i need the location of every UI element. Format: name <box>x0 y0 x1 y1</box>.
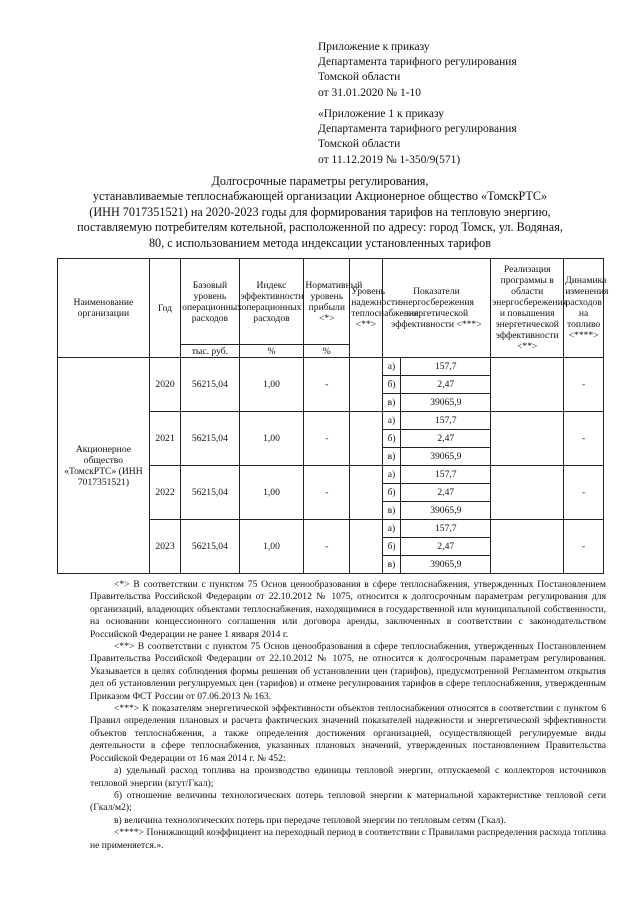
energy-letter: б) <box>382 484 401 502</box>
energy-value: 39065,9 <box>401 502 491 520</box>
title-line: (ИНН 7017351521) на 2020-2023 годы для формирования тарифов на тепловую энергию, <box>89 204 551 219</box>
title-line: поставляемую потребителям котельной, расположенной по адресу: город Томск, ул. Водяная, <box>77 220 563 235</box>
col-header-program: Реализация программы в области энергосбережения и повышения энергетической эффективности <**> <box>491 259 564 358</box>
profit-cell: - <box>304 412 350 466</box>
energy-letter: в) <box>382 394 401 412</box>
program-cell <box>491 520 564 574</box>
title-line: устанавливаемые теплоснабжающей организации Акционерное общество «ТомскРТС» <box>92 189 548 204</box>
footnote-3-item-c: в) величина технологических потерь при передаче тепловой энергии по тепловым сетям (Гкал). <box>114 814 506 826</box>
energy-value: 39065,9 <box>401 448 491 466</box>
program-cell <box>491 412 564 466</box>
energy-letter: а) <box>382 466 401 484</box>
energy-letter: а) <box>382 412 401 430</box>
footnote-2: <**> В соответствии с пунктом 75 Основ ценообразования в сфере теплоснабжения, утвержденных Постановлением Правительства Российской Федерации от 22.10.2012 № 1075, не относится к долгосрочным параметрам регулирования. Указывается в целях соблюдения формы решения об установлении цен (тарифов), предусмотренной Регламентом открытия дел об установлении регулируемых цен (тарифов) и отмене регулирования тарифов в сфере теплоснабжения, утвержденным Приказом ФСТ России от 07.06.2013 № 163. <box>90 641 606 702</box>
footnote-1: <*> В соответствии с пунктом 75 Основ ценообразования в сфере теплоснабжения, утвержденных Постановлением Правительства Российской Федерации от 22.10.2012 № 1075, относится к долгосрочным параметрам регулирования для организаций, владеющих объектами теплоснабжения, находящимися в государственной или муниципальной собственности, на основании концессионного соглашения или договора аренды, заключенных в соответствии с законодательством Российской Федерации не ранее 1 января 2014 г. <box>90 579 606 640</box>
regulation-parameters-table <box>57 258 609 574</box>
header-line: Томской области <box>318 71 401 84</box>
energy-letter: а) <box>382 358 401 376</box>
unit-index: % <box>239 345 304 358</box>
year-cell: 2020 <box>149 358 180 412</box>
document-title <box>60 174 580 251</box>
reliability-cell <box>350 466 382 520</box>
col-header-organization: Наименование организации <box>58 259 150 358</box>
title-line: 80, с использованием метода индексации установленных тарифов <box>148 235 492 250</box>
footnote-3-item-b: б) отношение величины технологических потерь тепловой энергии к материальной характеристике тепловой сети (Гкал/м2); <box>90 789 606 814</box>
col-header-base-level: Базовый уровень операционных расходов <box>181 259 239 345</box>
energy-value: 2,47 <box>401 484 491 502</box>
energy-value: 157,7 <box>401 520 491 538</box>
energy-value: 157,7 <box>401 358 491 376</box>
efficiency-index-cell: 1,00 <box>239 358 304 412</box>
efficiency-index-cell: 1,00 <box>239 520 304 574</box>
energy-value: 157,7 <box>401 466 491 484</box>
header-line: от 31.01.2020 № 1-10 <box>318 86 422 99</box>
energy-value: 157,7 <box>401 412 491 430</box>
base-level-cell: 56215,04 <box>181 358 239 412</box>
appendix-header-previous <box>318 107 517 168</box>
year-cell: 2022 <box>149 466 180 520</box>
profit-cell: - <box>304 520 350 574</box>
table-row <box>58 358 604 376</box>
profit-cell: - <box>304 358 350 412</box>
header-line: от 11.12.2019 № 1-350/9(571) <box>318 153 461 166</box>
organization-name-cell: Акционерное общество «ТомскРТС» (ИНН 7017351521) <box>58 358 150 574</box>
fuel-cell: - <box>564 466 604 520</box>
energy-letter: б) <box>382 430 401 448</box>
header-line: Приложение к приказу <box>318 41 430 53</box>
energy-letter: в) <box>382 502 401 520</box>
energy-value: 2,47 <box>401 430 491 448</box>
reliability-cell <box>350 412 382 466</box>
col-header-efficiency-index: Индекс эффективности операционных расходов <box>239 259 304 345</box>
footnote-4: <****> Понижающий коэффициент на переходный период в соответствии с Правилами распределения расхода топлива не применяется.». <box>90 827 606 851</box>
efficiency-index-cell: 1,00 <box>239 466 304 520</box>
header-line: «Приложение 1 к приказу <box>318 108 445 120</box>
title-line: Долгосрочные параметры регулирования, <box>211 174 429 188</box>
year-cell: 2023 <box>149 520 180 574</box>
energy-value: 2,47 <box>401 376 491 394</box>
header-line: Департамента тарифного регулирования <box>318 123 517 136</box>
col-header-reliability: Уровень надежности теплоснабжения <**> <box>350 259 382 358</box>
program-cell <box>491 358 564 412</box>
energy-value: 39065,9 <box>401 394 491 412</box>
base-level-cell: 56215,04 <box>181 520 239 574</box>
program-cell <box>491 466 564 520</box>
col-header-energy-saving: Показатели энергосбережения энергетической эффективности <***> <box>382 259 491 358</box>
profit-cell: - <box>304 466 350 520</box>
fuel-cell: - <box>564 520 604 574</box>
col-header-fuel-dynamics: Динамика изменения расходов на топливо <****> <box>564 259 604 358</box>
year-cell: 2021 <box>149 412 180 466</box>
reliability-cell <box>350 358 382 412</box>
footnotes <box>90 579 606 852</box>
col-header-year: Год <box>149 259 180 358</box>
header-line: Томской области <box>318 138 401 151</box>
base-level-cell: 56215,04 <box>181 412 239 466</box>
col-header-profit-level: Нормативный уровень прибыли <*> <box>304 259 350 345</box>
energy-letter: а) <box>382 520 401 538</box>
base-level-cell: 56215,04 <box>181 466 239 520</box>
footnote-3: <***> К показателям энергетической эффективности объектов теплоснабжения относятся в соответствии с пунктом 6 Правил определения плановых и расчета фактических значений показателей надежности и энергетической эффективности объектов теплоснабжения, а также определения достижения организацией, осуществляющей регулируемые виды деятельности в сфере теплоснабжения, указанных плановых значений, утвержденных постановлением Правительства Российской Федерации от 16 мая 2014 г. № 452: <box>90 703 606 764</box>
energy-letter: в) <box>382 448 401 466</box>
fuel-cell: - <box>564 358 604 412</box>
reliability-cell <box>350 520 382 574</box>
footnote-3-item-a: а) удельный расход топлива на производство единицы тепловой энергии, отпускаемой с коллекторов источников тепловой энергии (кгут/Гкал); <box>90 765 606 789</box>
energy-letter: в) <box>382 556 401 574</box>
unit-base: тыс. руб. <box>181 345 239 358</box>
energy-letter: б) <box>382 376 401 394</box>
appendix-header-current <box>318 40 517 101</box>
unit-profit: % <box>304 345 350 358</box>
header-line: Департамента тарифного регулирования <box>318 56 517 69</box>
energy-value: 2,47 <box>401 538 491 556</box>
fuel-cell: - <box>564 412 604 466</box>
energy-value: 39065,9 <box>401 556 491 574</box>
efficiency-index-cell: 1,00 <box>239 412 304 466</box>
energy-letter: б) <box>382 538 401 556</box>
